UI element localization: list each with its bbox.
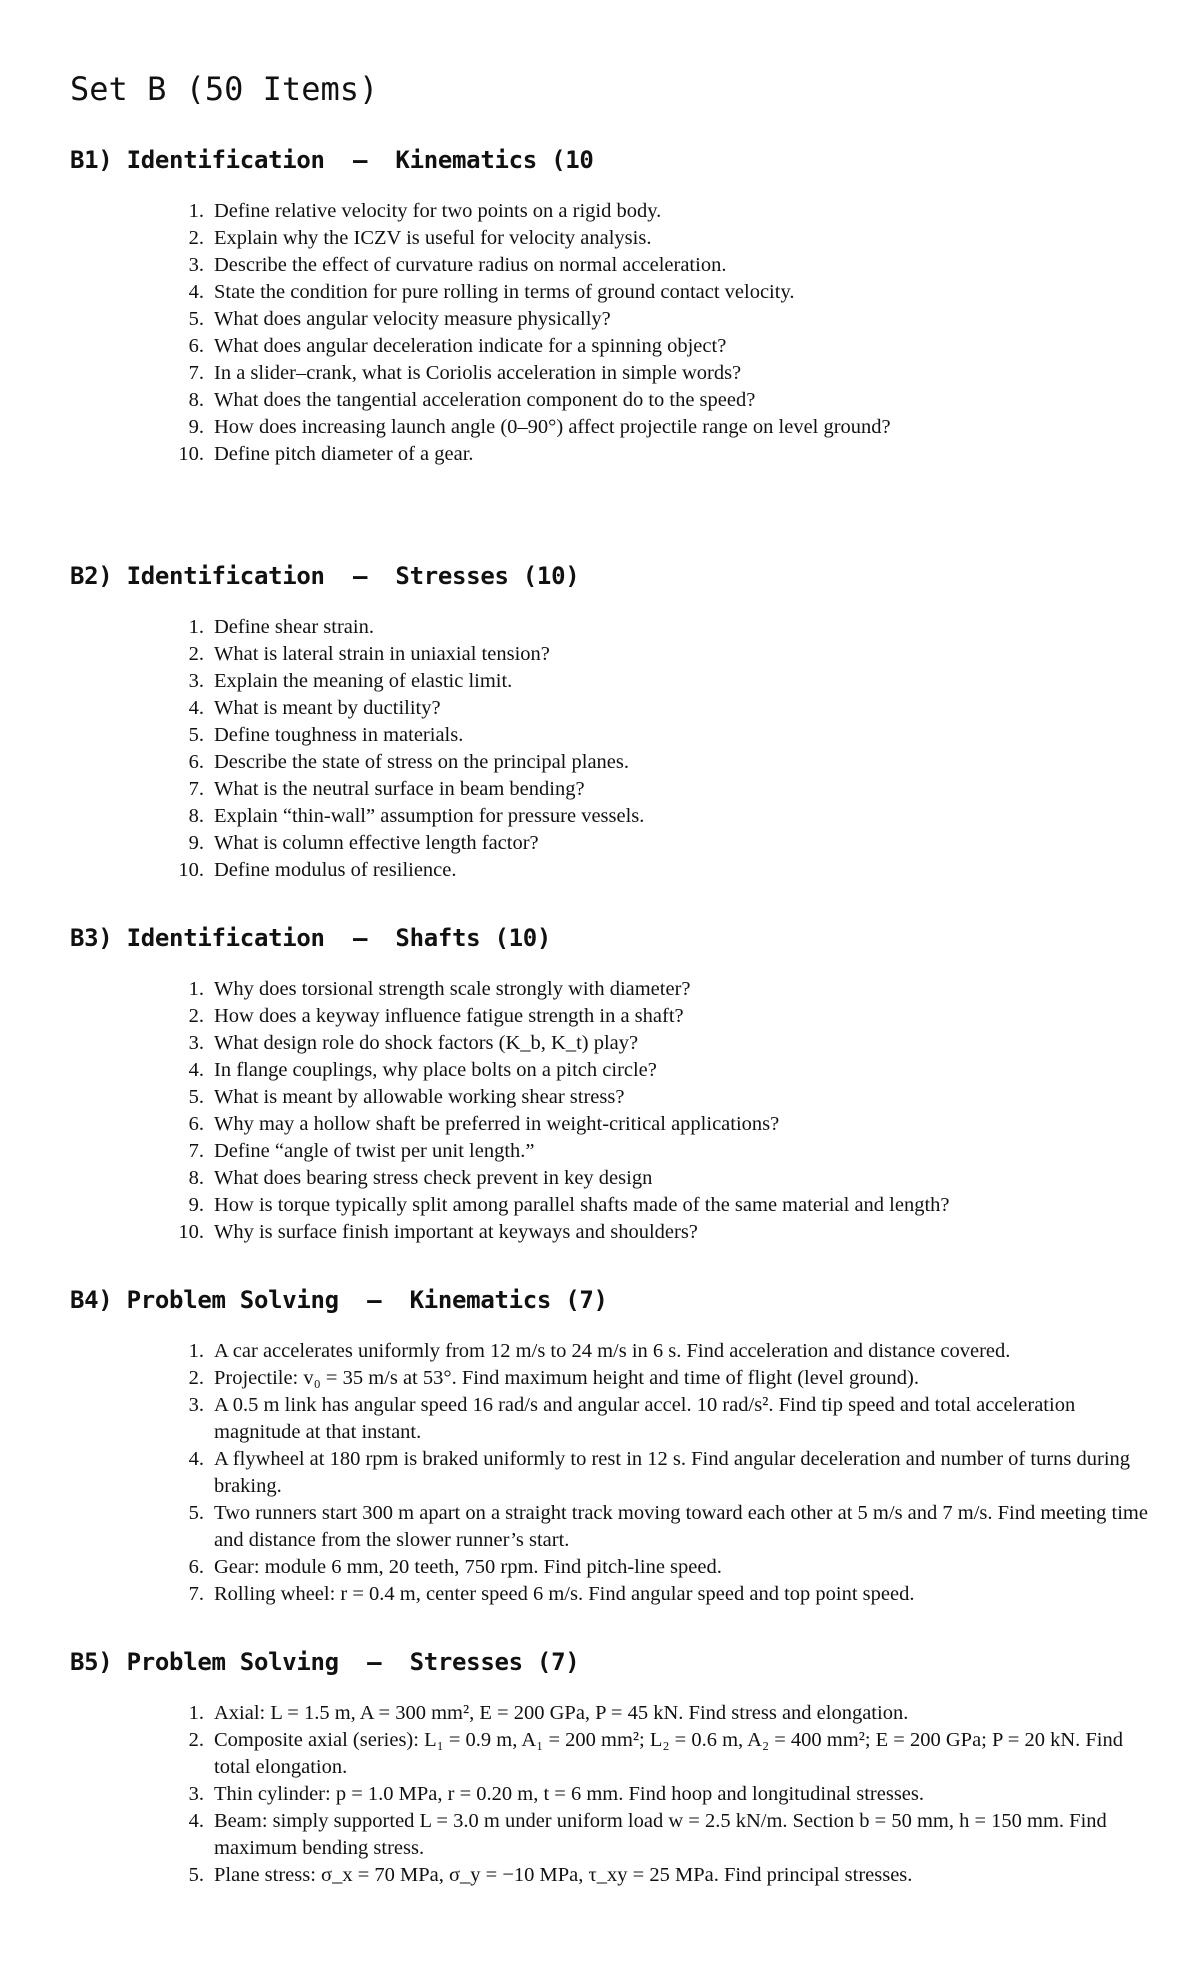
question-text: Explain the meaning of elastic limit. bbox=[214, 670, 513, 692]
question-number: 2. bbox=[188, 227, 204, 249]
question-number: 7. bbox=[188, 1583, 204, 1605]
question-text: Define pitch diameter of a gear. bbox=[214, 443, 474, 465]
question-number: 8. bbox=[188, 389, 204, 411]
question-number: 3. bbox=[188, 1032, 204, 1054]
question-item bbox=[70, 1500, 1150, 1554]
question-text: Two runners start 300 m apart on a straight track moving toward each other at 5 m/s and 7 m/s. Find meeting time and distance from the slower runner’s start. bbox=[214, 1502, 1148, 1551]
question-item bbox=[70, 857, 1150, 884]
question-text: What design role do shock factors (K_b, K_t) play? bbox=[214, 1032, 639, 1054]
section-heading: B1) Identification – Kinematics (10 bbox=[70, 146, 594, 174]
question-text: What does the tangential acceleration component do to the speed? bbox=[214, 389, 756, 411]
section-heading: B5) Problem Solving – Stresses (7) bbox=[70, 1648, 580, 1676]
section-b1 bbox=[70, 146, 1150, 468]
question-text: What is lateral strain in uniaxial tension? bbox=[214, 643, 550, 665]
section-b4 bbox=[70, 1286, 1150, 1608]
question-number: 10. bbox=[178, 859, 204, 881]
question-text: Define relative velocity for two points on a rigid body. bbox=[214, 200, 662, 222]
question-text: Beam: simply supported L = 3.0 m under uniform load w = 2.5 kN/m. Section b = 50 mm, h = 150 mm. Find maximum bending stress. bbox=[214, 1810, 1107, 1859]
question-text: What is the neutral surface in beam bending? bbox=[214, 778, 585, 800]
question-item bbox=[70, 1727, 1150, 1781]
question-item bbox=[70, 1581, 1150, 1608]
question-item bbox=[70, 695, 1150, 722]
question-text: In flange couplings, why place bolts on a pitch circle? bbox=[214, 1059, 657, 1081]
question-list bbox=[70, 976, 1150, 1246]
question-list bbox=[70, 614, 1150, 884]
question-text: Describe the state of stress on the principal planes. bbox=[214, 751, 629, 773]
question-number: 8. bbox=[188, 805, 204, 827]
question-item bbox=[70, 976, 1150, 1003]
question-text: Gear: module 6 mm, 20 teeth, 750 rpm. Find pitch-line speed. bbox=[214, 1556, 722, 1578]
question-text: In a slider–crank, what is Coriolis acceleration in simple words? bbox=[214, 362, 742, 384]
question-text: Rolling wheel: r = 0.4 m, center speed 6 m/s. Find angular speed and top point speed. bbox=[214, 1583, 915, 1605]
question-text: Why is surface finish important at keyways and shoulders? bbox=[214, 1221, 698, 1243]
question-item bbox=[70, 414, 1150, 441]
question-number: 7. bbox=[188, 778, 204, 800]
question-item bbox=[70, 1192, 1150, 1219]
question-number: 3. bbox=[188, 1394, 204, 1416]
question-text: Define “angle of twist per unit length.” bbox=[214, 1140, 535, 1162]
question-text: State the condition for pure rolling in terms of ground contact velocity. bbox=[214, 281, 795, 303]
question-text: A 0.5 m link has angular speed 16 rad/s and angular accel. 10 rad/s². Find tip speed and total acceleration magnitude at that instant. bbox=[214, 1394, 1076, 1443]
question-item bbox=[70, 668, 1150, 695]
question-number: 1. bbox=[188, 616, 204, 638]
section-b5 bbox=[70, 1648, 1150, 1889]
question-text: What is meant by ductility? bbox=[214, 697, 441, 719]
question-item bbox=[70, 1554, 1150, 1581]
question-item bbox=[70, 830, 1150, 857]
question-list bbox=[70, 1338, 1150, 1608]
question-number: 10. bbox=[178, 1221, 204, 1243]
question-text: Define modulus of resilience. bbox=[214, 859, 457, 881]
question-item bbox=[70, 1057, 1150, 1084]
question-text: How does a keyway influence fatigue strength in a shaft? bbox=[214, 1005, 684, 1027]
question-item bbox=[70, 1003, 1150, 1030]
question-item bbox=[70, 614, 1150, 641]
question-number: 9. bbox=[188, 832, 204, 854]
question-text: Explain why the ICZV is useful for velocity analysis. bbox=[214, 227, 652, 249]
question-text: A car accelerates uniformly from 12 m/s to 24 m/s in 6 s. Find acceleration and distance covered. bbox=[214, 1340, 1011, 1362]
question-number: 5. bbox=[188, 1502, 204, 1524]
question-text: What does angular deceleration indicate for a spinning object? bbox=[214, 335, 727, 357]
question-number: 3. bbox=[188, 254, 204, 276]
question-number: 4. bbox=[188, 697, 204, 719]
question-item bbox=[70, 360, 1150, 387]
question-number: 5. bbox=[188, 1086, 204, 1108]
question-list bbox=[70, 1700, 1150, 1889]
question-number: 4. bbox=[188, 1448, 204, 1470]
question-text: Why may a hollow shaft be preferred in weight-critical applications? bbox=[214, 1113, 780, 1135]
question-number: 4. bbox=[188, 1810, 204, 1832]
question-number: 3. bbox=[188, 670, 204, 692]
question-number: 2. bbox=[188, 1005, 204, 1027]
question-text: Plane stress: σ_x = 70 MPa, σ_y = −10 MPa, τ_xy = 25 MPa. Find principal stresses. bbox=[214, 1864, 913, 1886]
question-item bbox=[70, 1111, 1150, 1138]
question-number: 10. bbox=[178, 443, 204, 465]
question-text: Projectile: v₀ = 35 m/s at 53°. Find maximum height and time of flight (level ground). bbox=[214, 1367, 920, 1389]
question-text: Why does torsional strength scale strongly with diameter? bbox=[214, 978, 691, 1000]
question-item bbox=[70, 1781, 1150, 1808]
question-item bbox=[70, 1808, 1150, 1862]
question-item bbox=[70, 722, 1150, 749]
question-item bbox=[70, 252, 1150, 279]
question-item bbox=[70, 279, 1150, 306]
question-item bbox=[70, 225, 1150, 252]
section-heading: B2) Identification – Stresses (10) bbox=[70, 562, 580, 590]
question-text: How is torque typically split among parallel shafts made of the same material and length? bbox=[214, 1194, 950, 1216]
question-number: 8. bbox=[188, 1167, 204, 1189]
question-text: What is meant by allowable working shear stress? bbox=[214, 1086, 625, 1108]
question-text: Define shear strain. bbox=[214, 616, 374, 638]
question-number: 7. bbox=[188, 362, 204, 384]
question-number: 9. bbox=[188, 1194, 204, 1216]
question-item bbox=[70, 749, 1150, 776]
question-number: 4. bbox=[188, 281, 204, 303]
question-item bbox=[70, 1165, 1150, 1192]
question-number: 2. bbox=[188, 643, 204, 665]
question-number: 4. bbox=[188, 1059, 204, 1081]
question-number: 1. bbox=[188, 1340, 204, 1362]
question-item bbox=[70, 803, 1150, 830]
question-item bbox=[70, 387, 1150, 414]
question-item bbox=[70, 1862, 1150, 1889]
question-item bbox=[70, 776, 1150, 803]
question-number: 6. bbox=[188, 1113, 204, 1135]
question-number: 9. bbox=[188, 416, 204, 438]
question-text: Composite axial (series): L₁ = 0.9 m, A₁ = 200 mm²; L₂ = 0.6 m, A₂ = 400 mm²; E = 200 GPa; P = 20 kN. Find total elongation. bbox=[214, 1729, 1123, 1778]
question-item bbox=[70, 198, 1150, 225]
question-item bbox=[70, 1365, 1150, 1392]
question-text: What does angular velocity measure physically? bbox=[214, 308, 611, 330]
question-number: 6. bbox=[188, 751, 204, 773]
question-number: 6. bbox=[188, 1556, 204, 1578]
section-b3 bbox=[70, 924, 1150, 1246]
question-text: Thin cylinder: p = 1.0 MPa, r = 0.20 m, t = 6 mm. Find hoop and longitudinal stresses. bbox=[214, 1783, 925, 1805]
question-text: What is column effective length factor? bbox=[214, 832, 539, 854]
question-number: 7. bbox=[188, 1140, 204, 1162]
question-item bbox=[70, 1392, 1150, 1446]
question-item bbox=[70, 333, 1150, 360]
question-number: 2. bbox=[188, 1729, 204, 1751]
question-number: 1. bbox=[188, 978, 204, 1000]
question-item bbox=[70, 1030, 1150, 1057]
question-text: Describe the effect of curvature radius on normal acceleration. bbox=[214, 254, 727, 276]
question-item bbox=[70, 1700, 1150, 1727]
question-item bbox=[70, 1338, 1150, 1365]
question-number: 1. bbox=[188, 1702, 204, 1724]
question-text: Explain “thin-wall” assumption for pressure vessels. bbox=[214, 805, 645, 827]
question-item bbox=[70, 1138, 1150, 1165]
page-title: Set B (50 Items) bbox=[70, 70, 379, 108]
question-number: 1. bbox=[188, 200, 204, 222]
question-number: 6. bbox=[188, 335, 204, 357]
question-item bbox=[70, 1446, 1150, 1500]
section-heading: B3) Identification – Shafts (10) bbox=[70, 924, 552, 952]
question-number: 5. bbox=[188, 724, 204, 746]
section-b2 bbox=[70, 562, 1150, 884]
question-item bbox=[70, 1084, 1150, 1111]
question-text: Axial: L = 1.5 m, A = 300 mm², E = 200 GPa, P = 45 kN. Find stress and elongation. bbox=[214, 1702, 909, 1724]
question-list bbox=[70, 198, 1150, 468]
question-text: How does increasing launch angle (0–90°) affect projectile range on level ground? bbox=[214, 416, 891, 438]
question-number: 3. bbox=[188, 1783, 204, 1805]
question-item bbox=[70, 641, 1150, 668]
question-number: 5. bbox=[188, 1864, 204, 1886]
question-item bbox=[70, 1219, 1150, 1246]
question-text: A flywheel at 180 rpm is braked uniformly to rest in 12 s. Find angular deceleration and number of turns during braking. bbox=[214, 1448, 1131, 1497]
question-text: What does bearing stress check prevent in key design bbox=[214, 1167, 653, 1189]
question-item bbox=[70, 441, 1150, 468]
question-number: 5. bbox=[188, 308, 204, 330]
question-text: Define toughness in materials. bbox=[214, 724, 464, 746]
section-heading: B4) Problem Solving – Kinematics (7) bbox=[70, 1286, 608, 1314]
question-item bbox=[70, 306, 1150, 333]
question-number: 2. bbox=[188, 1367, 204, 1389]
